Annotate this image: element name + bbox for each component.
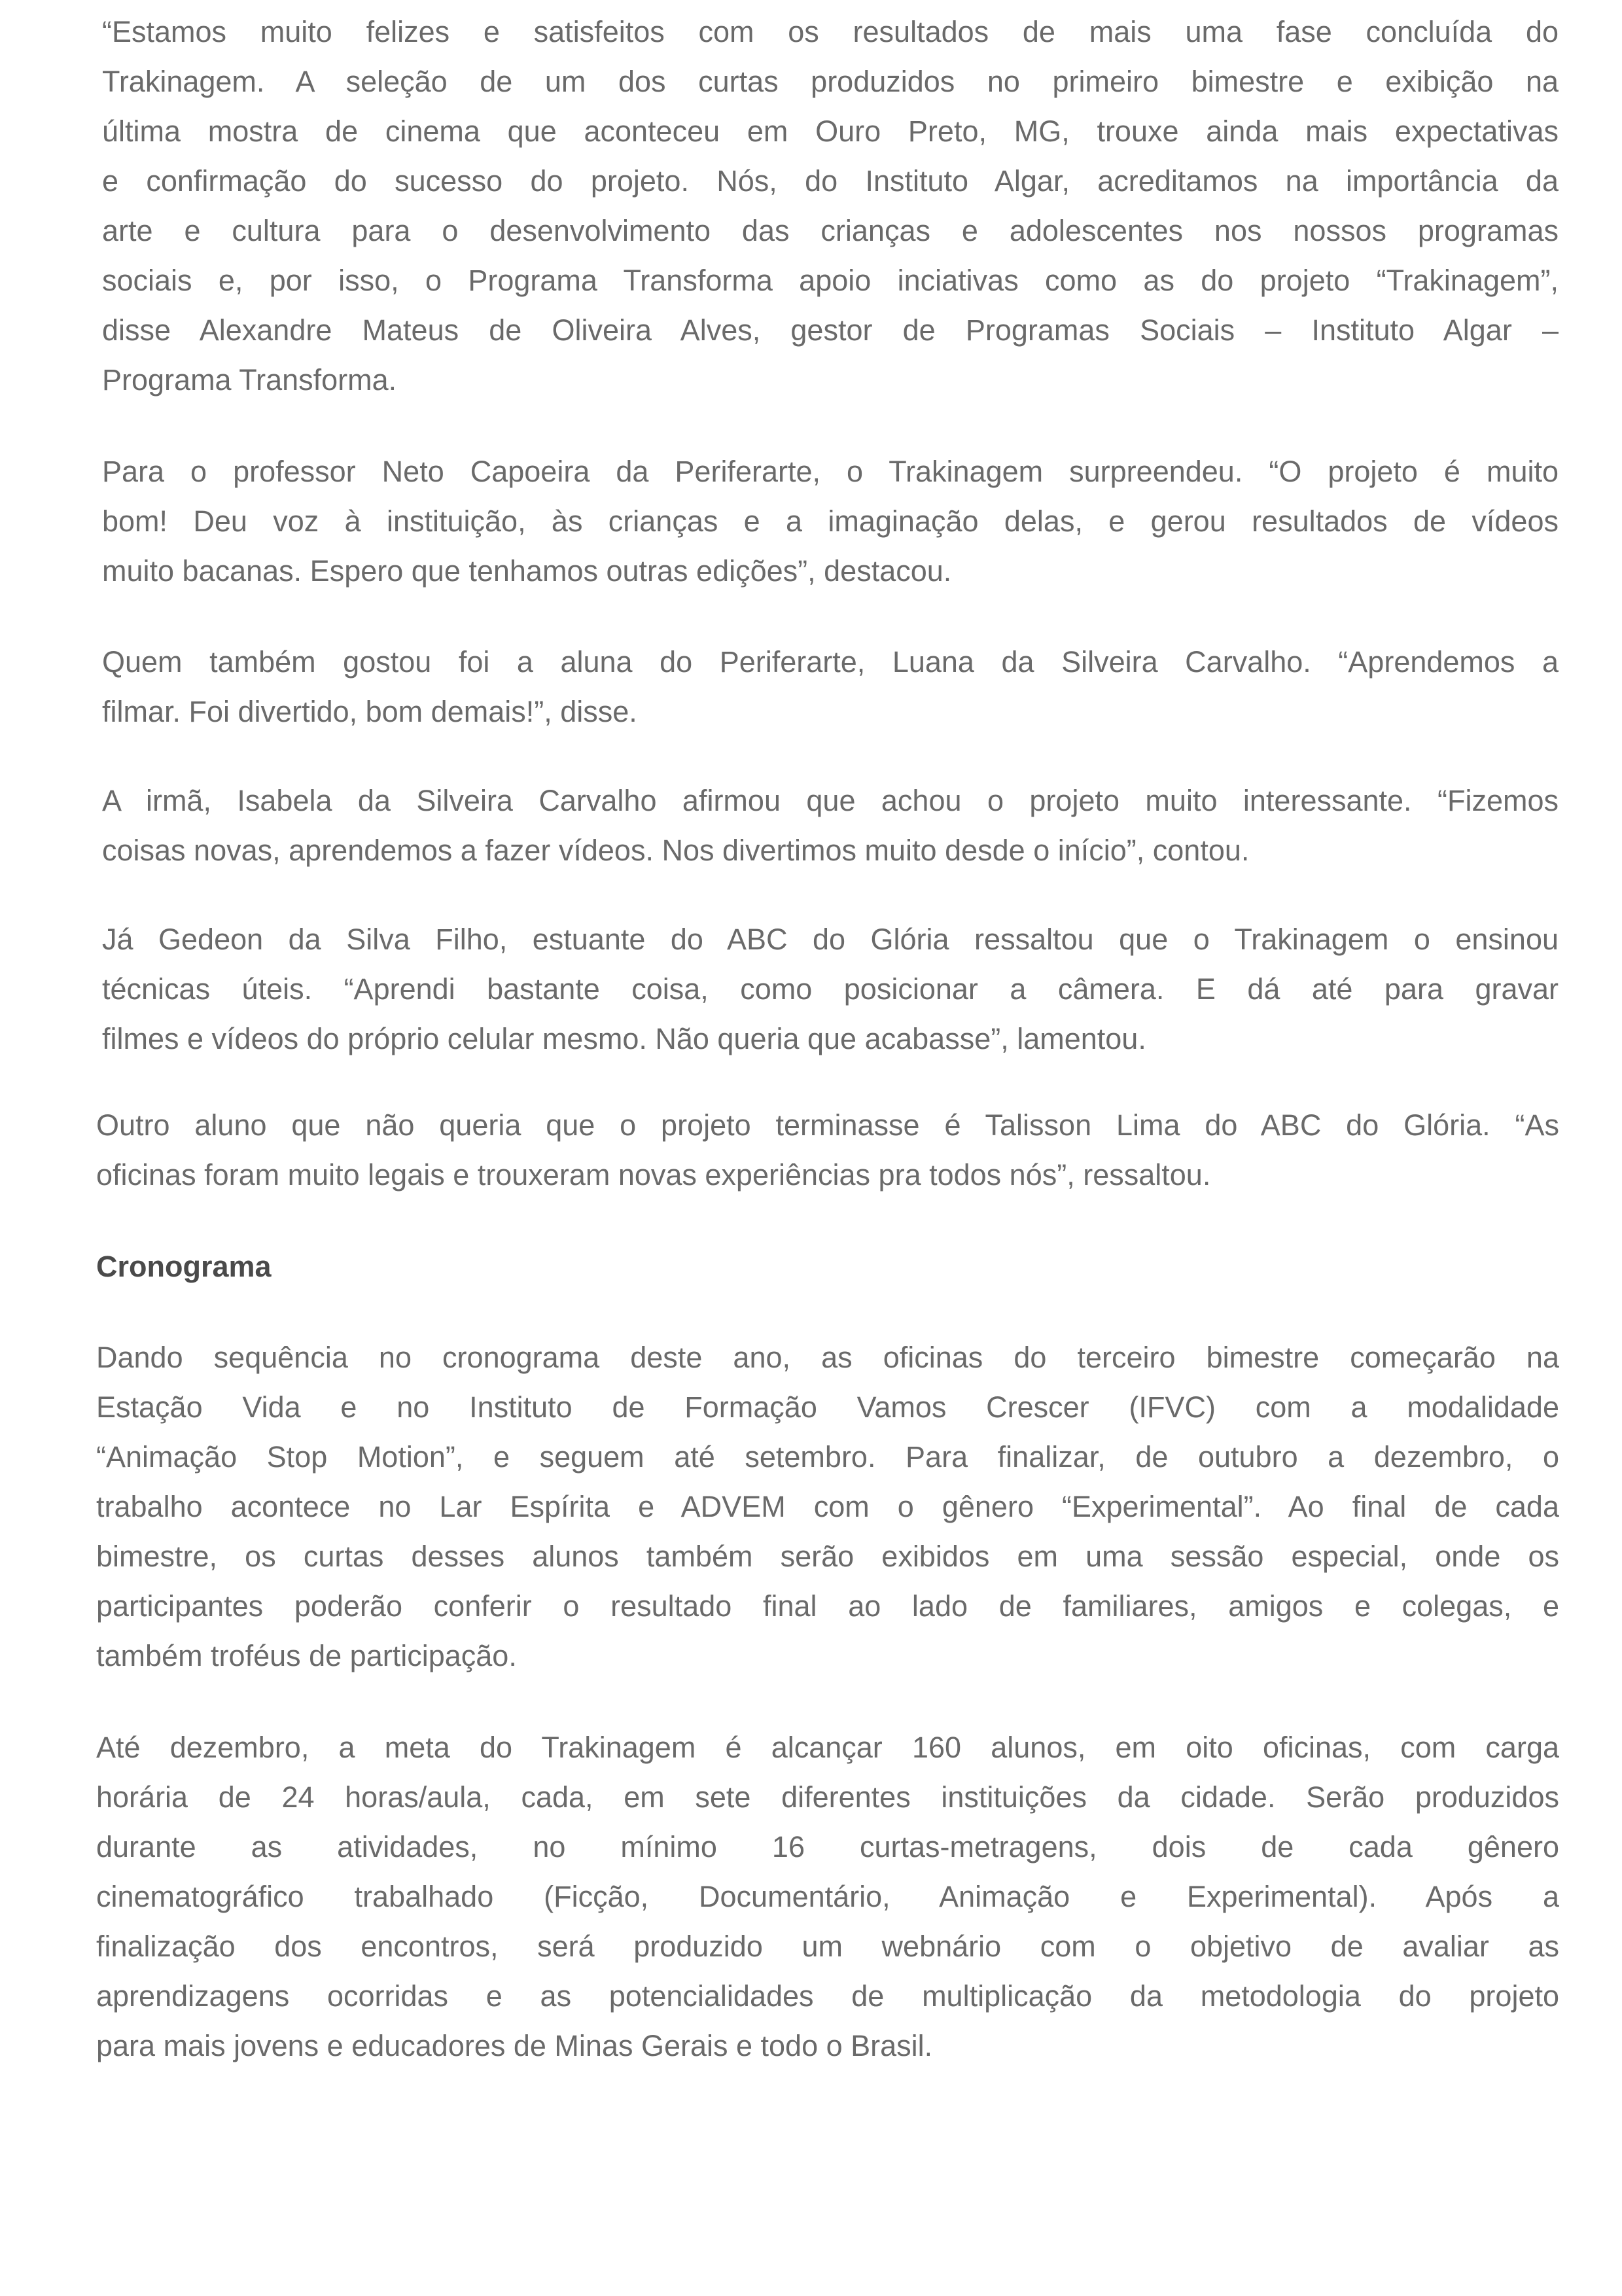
text-line: trabalho acontece no Lar Espírita e ADVEM com o gênero “Experimental”. Ao final de cada [96, 1490, 1559, 1523]
text-line: para mais jovens e educadores de Minas Gerais e todo o Brasil. [96, 2029, 933, 2062]
quote-paragraph-algar [102, 7, 1559, 405]
text-line: Outro aluno que não queria que o projeto terminasse é Talisson Lima do ABC do Glória. “As [96, 1108, 1559, 1142]
text-line: filmar. Foi divertido, bom demais!”, disse. [102, 695, 637, 728]
text-line: Quem também gostou foi a aluna do Periferarte, Luana da Silveira Carvalho. “Aprendemos a [102, 645, 1559, 679]
text-line: técnicas úteis. “Aprendi bastante coisa, como posicionar a câmera. E dá até para gravar [102, 972, 1559, 1006]
text-line: “Estamos muito felizes e satisfeitos com os resultados de mais uma fase concluída do [102, 15, 1559, 48]
schedule-paragraph [96, 1333, 1559, 1681]
text-line: oficinas foram muito legais e trouxeram novas experiências pra todos nós”, ressaltou. [96, 1158, 1211, 1192]
text-line: horária de 24 horas/aula, cada, em sete diferentes instituições da cidade. Serão produzidos [96, 1780, 1559, 1814]
goals-paragraph [96, 1723, 1559, 2071]
text-line: durante as atividades, no mínimo 16 curtas-metragens, dois de cada gênero [96, 1830, 1559, 1863]
text-line: A irmã, Isabela da Silveira Carvalho afirmou que achou o projeto muito interessante. “Fizemos [102, 784, 1559, 817]
text-line: participantes poderão conferir o resultado final ao lado de familiares, amigos e colegas, e [96, 1589, 1559, 1623]
quote-paragraph-gedeon [102, 915, 1559, 1064]
text-line: e confirmação do sucesso do projeto. Nós, do Instituto Algar, acreditamos na importância da [102, 164, 1559, 198]
quote-paragraph-talisson [96, 1101, 1559, 1200]
text-line: Programa Transforma. [102, 363, 397, 397]
text-line: muito bacanas. Espero que tenhamos outras edições”, destacou. [102, 554, 952, 588]
text-line: aprendizagens ocorridas e as potencialidades de multiplicação da metodologia do projeto [96, 1979, 1559, 2013]
section-heading: Cronograma [96, 1250, 272, 1283]
text-line: Para o professor Neto Capoeira da Periferarte, o Trakinagem surpreendeu. “O projeto é muito [102, 455, 1559, 488]
text-line: Estação Vida e no Instituto de Formação Vamos Crescer (IFVC) com a modalidade [96, 1390, 1559, 1424]
text-line: arte e cultura para o desenvolvimento das crianças e adolescentes nos nossos programas [102, 214, 1559, 247]
quote-paragraph-neto [102, 447, 1559, 596]
text-line: também troféus de participação. [96, 1639, 517, 1672]
text-line: sociais e, por isso, o Programa Transforma apoio inciativas como as do projeto “Trakinagem”, [102, 264, 1559, 297]
quote-paragraph-isabela [102, 776, 1559, 875]
text-line: Já Gedeon da Silva Filho, estuante do ABC do Glória ressaltou que o Trakinagem o ensinou [102, 923, 1559, 956]
text-line: Até dezembro, a meta do Trakinagem é alcançar 160 alunos, em oito oficinas, com carga [96, 1731, 1559, 1764]
text-line: filmes e vídeos do próprio celular mesmo. Não queria que acabasse”, lamentou. [102, 1022, 1146, 1055]
quote-paragraph-luana [102, 637, 1559, 737]
text-line: última mostra de cinema que aconteceu em Ouro Preto, MG, trouxe ainda mais expectativas [102, 115, 1559, 148]
text-line: bom! Deu voz à instituição, às crianças e a imaginação delas, e gerou resultados de vídeos [102, 504, 1559, 538]
text-line: disse Alexandre Mateus de Oliveira Alves, gestor de Programas Sociais – Instituto Algar – [102, 313, 1559, 347]
text-line: Dando sequência no cronograma deste ano, as oficinas do terceiro bimestre começarão na [96, 1341, 1559, 1374]
text-line: “Animação Stop Motion”, e seguem até setembro. Para finalizar, de outubro a dezembro, o [96, 1440, 1559, 1474]
text-line: cinematográfico trabalhado (Ficção, Documentário, Animação e Experimental). Após a [96, 1880, 1559, 1913]
text-line: coisas novas, aprendemos a fazer vídeos. Nos divertimos muito desde o início”, contou. [102, 834, 1250, 867]
text-line: Trakinagem. A seleção de um dos curtas produzidos no primeiro bimestre e exibição na [102, 65, 1559, 98]
text-line: bimestre, os curtas desses alunos também serão exibidos em uma sessão especial, onde os [96, 1540, 1559, 1573]
text-line: finalização dos encontros, será produzido um webnário com o objetivo de avaliar as [96, 1930, 1559, 1963]
